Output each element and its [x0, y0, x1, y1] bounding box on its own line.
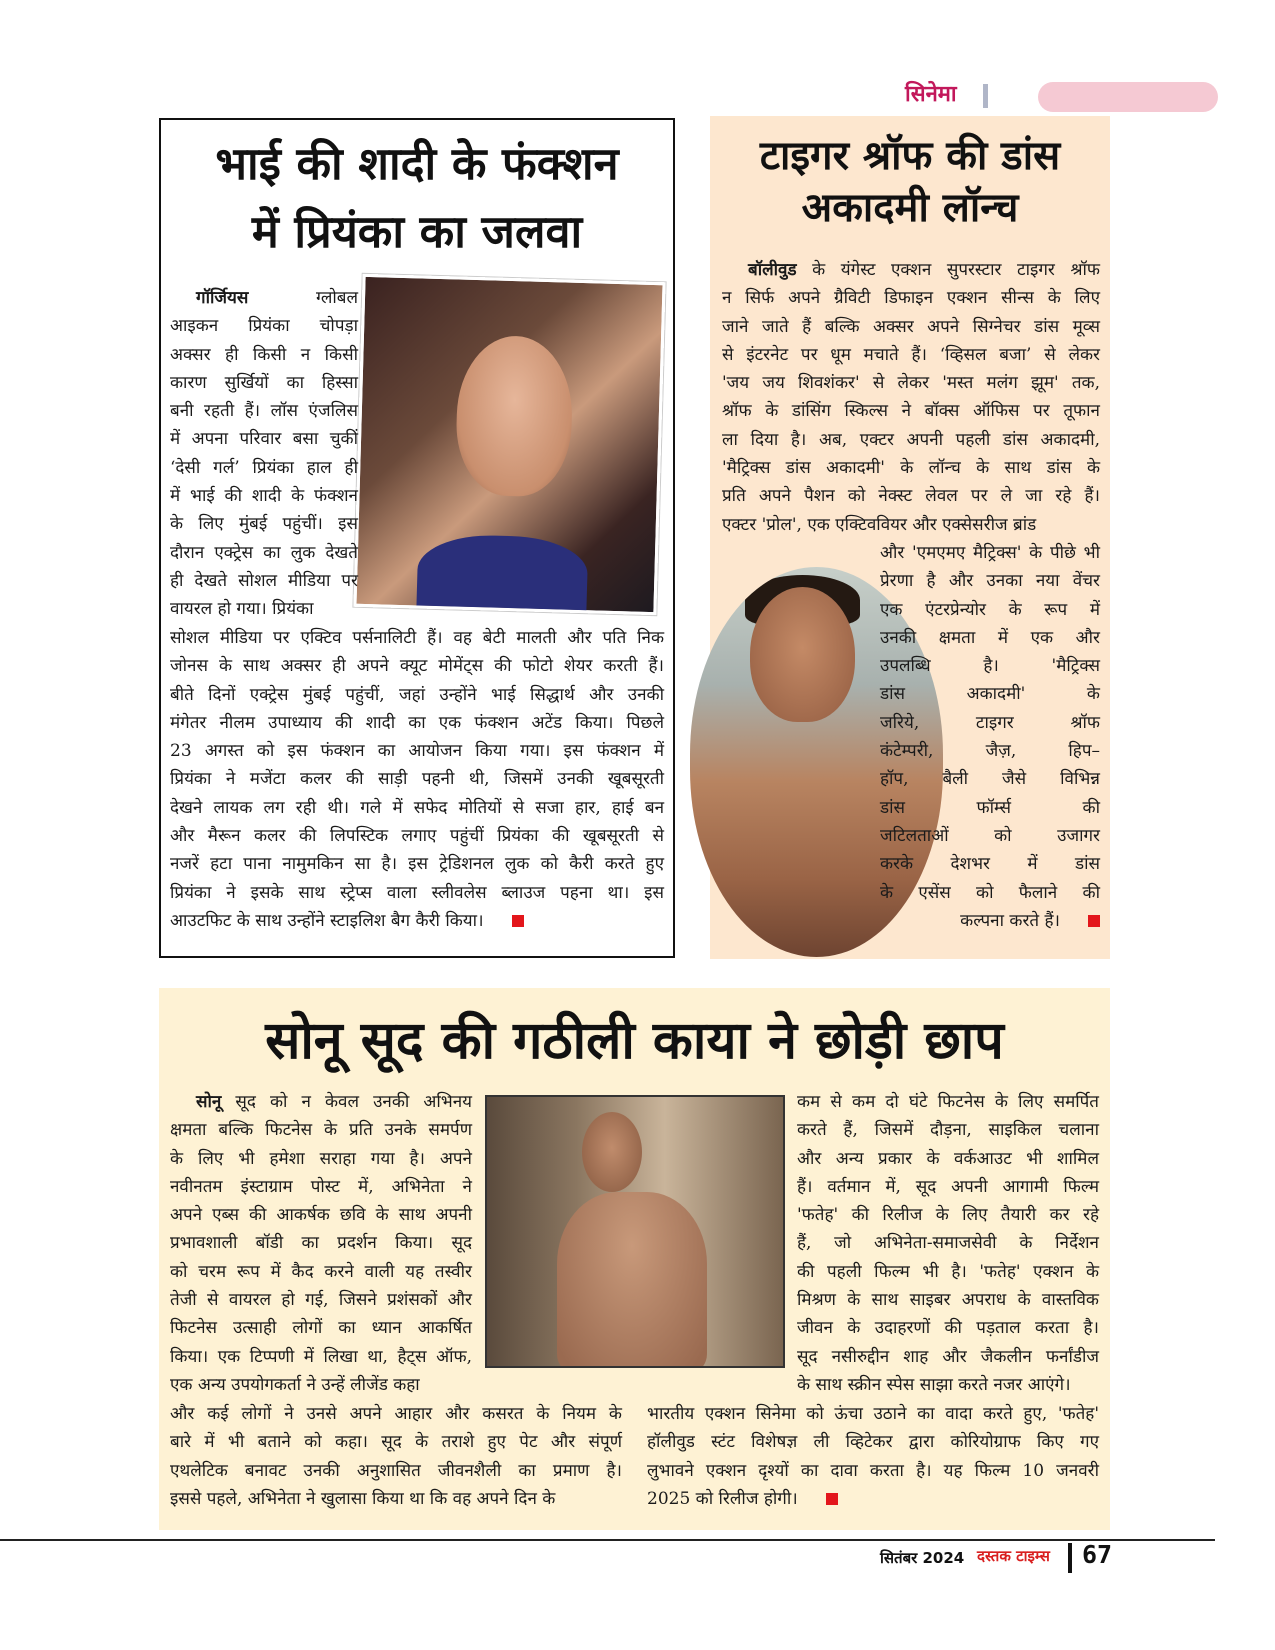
- text-line: एक्टर 'प्रोल', एक एक्टिववियर और एक्सेसरीज ब्रांड: [722, 514, 1037, 535]
- text-line: कम से कम दो घंटे फिटनेस के लिए समर्पित: [797, 1092, 1099, 1112]
- text-line: बीते दिनों एक्ट्रेस मुंबई पहुंचीं, जहां उन्होंने भाई सिद्धार्थ और उनकी: [170, 684, 664, 705]
- headline-line: में प्रियंका का जलवा: [251, 205, 583, 258]
- text-line: सोशल मीडिया पर एक्टिव पर्सनालिटी हैं। वह बेटी मालती और पति निक: [170, 628, 664, 648]
- text-line: प्रति अपने पैशन को नेक्स्ट लेवल पर ले जा रहे हैं।: [722, 486, 1100, 507]
- text-line: हॉप, बैली जैसे विभिन्न: [880, 769, 1100, 790]
- article-sonu-left-column: [170, 1088, 472, 1399]
- text-line: तेजी से वायरल हो गई, जिसने प्रशंसकों और: [170, 1290, 472, 1311]
- section-label: सिनेमा: [905, 81, 957, 107]
- text-line: के साथ स्क्रीन स्पेस साझा करते नजर आएंगे।: [797, 1374, 1071, 1395]
- text-line: अक्सर ही किसी न किसी: [170, 344, 358, 365]
- headline-line: अकादमी लॉन्च: [801, 185, 1019, 231]
- article-sonu-left-bottom: [170, 1400, 622, 1513]
- headline-line: भाई की शादी के फंक्शन: [215, 137, 619, 190]
- article-sonu-right-bottom: [647, 1400, 1099, 1513]
- text-line: ‘देसी गर्ल’ प्रियंका हाल ही: [170, 457, 358, 478]
- text-line: एक एंटरप्रेन्योर के रूप में: [880, 599, 1100, 620]
- text-line: प्रियंका ने मजेंटा कलर की साड़ी पहनी थी, जिसमें उनकी खूबसूरती: [170, 769, 664, 790]
- end-bullet: [1088, 915, 1100, 927]
- text-line: भारतीय एक्शन सिनेमा को ऊंचा उठाने का वादा करते हुए, 'फतेह': [647, 1404, 1099, 1424]
- text-line: में भाई की शादी के फंक्शन: [170, 486, 358, 507]
- text-line: गॉर्जियस ग्लोबल: [196, 288, 358, 308]
- text-line: न सिर्फ अपने ग्रैविटी डिफाइन एक्शन सीन्स के लिए: [722, 288, 1100, 309]
- text-line: हैं, जो अभिनेता-समाजसेवी के निर्देशन: [797, 1233, 1099, 1254]
- text-line: जाने जाते हैं बल्कि अक्सर अपने सिग्नेचर डांस मूव्स: [722, 316, 1100, 337]
- text-line: कारण सुर्खियों का हिस्सा: [170, 372, 358, 393]
- article-tiger-body: [722, 256, 1100, 539]
- article-tiger-wrap: [880, 539, 1100, 935]
- text-line: लुभावने एक्शन दृश्यों का दावा करता है। यह फिल्म 10 जनवरी: [647, 1460, 1099, 1481]
- text-line: हॉलीवुड स्टंट विशेषज्ञ ली व्हिटेकर द्वारा कोरियोग्राफ किए गए: [647, 1432, 1099, 1453]
- article-sonu-right-column: [797, 1088, 1099, 1399]
- text-line: और अन्य प्रकार के वर्कआउट भी शामिल: [797, 1148, 1099, 1169]
- text-line: करते हैं, जिसमें दौड़ना, साइकिल चलाना: [797, 1120, 1099, 1141]
- page-number: 67: [1082, 1540, 1113, 1569]
- text-line: अपने एब्स की आकर्षक छवि के साथ अपनी: [170, 1205, 472, 1226]
- text-line: आइकन प्रियंका चोपड़ा: [170, 316, 358, 337]
- text-line: श्रॉफ के डांसिंग स्किल्स ने बॉक्स ऑफिस पर तूफान: [722, 401, 1100, 422]
- priyanka-photo: [353, 274, 665, 615]
- text-line: की पहली फिल्म भी है। 'फतेह' एक्शन के: [797, 1261, 1099, 1282]
- text-line: मंगेतर नीलम उपाध्याय की शादी का एक फंक्शन अटेंड किया। पिछले: [170, 712, 664, 733]
- text-line: नवीनतम इंस्टाग्राम पोस्ट में, अभिनेता ने: [170, 1176, 472, 1197]
- text-line: उपलब्धि है। 'मैट्रिक्स: [880, 656, 1100, 677]
- text-line: डांस फॉर्म्स की: [880, 797, 1100, 818]
- text-line: करके देशभर में डांस: [880, 854, 1100, 875]
- text-line: बारे में भी बताने को कहा। सूद के तराशे हुए पेट और संपूर्ण: [170, 1432, 622, 1453]
- article-priyanka-body: [170, 624, 664, 935]
- text-line: एथलेटिक बनावट उनकी अनुशासित जीवनशैली का प्रमाण है।: [170, 1460, 622, 1481]
- text-line: वायरल हो गया। प्रियंका: [170, 599, 314, 620]
- text-line: और कई लोगों ने उनसे अपने आहार और कसरत के नियम के: [170, 1404, 622, 1424]
- text-line: किया। एक टिप्पणी में लिखा था, हैट्स ऑफ,: [170, 1346, 472, 1367]
- text-line: से इंटरनेट पर धूम मचाते हैं। ‘व्हिसल बजा’ से लेकर: [722, 344, 1100, 365]
- footer-brand-logo: दस्तक टाइम्स: [977, 1547, 1050, 1565]
- end-bullet: [826, 1493, 838, 1505]
- article-sonu-headline: सोनू सूद की गठीली काया ने छोड़ी छाप: [265, 1011, 1004, 1071]
- text-line: को चरम रूप में कैद करने वाली यह तस्वीर: [170, 1261, 472, 1282]
- text-line: 'मैट्रिक्स डांस अकादमी' के लॉन्च के साथ डांस के: [722, 458, 1100, 479]
- text-line: 2025 को रिलीज होगी।: [647, 1485, 1099, 1513]
- text-line: उनकी क्षमता में एक और: [880, 627, 1100, 648]
- text-line: जीवन के उदाहरणों की पड़ताल करता है।: [797, 1318, 1099, 1339]
- lead-word: बॉलीवुड: [748, 260, 797, 280]
- text-line: प्रेरणा है और उनका नया वेंचर: [880, 571, 1100, 592]
- text-line: बनी रहती हैं। लॉस एंजलिस: [170, 401, 358, 422]
- text-line: के लिए भी हमेशा सराहा गया है। अपने: [170, 1148, 472, 1169]
- text-line: कंटेम्परी, जैज़, हिप–: [880, 741, 1100, 762]
- end-bullet: [512, 915, 524, 927]
- text-line: में अपना परिवार बसा चुकीं: [170, 429, 358, 450]
- text-line: प्रियंका ने इसके साथ स्ट्रेप्स वाला स्लीवलेस ब्लाउज पहना था। इस: [170, 882, 664, 903]
- text-line: ही देखते सोशल मीडिया पर: [170, 570, 358, 591]
- text-line: कल्पना करते हैं।: [880, 907, 1100, 935]
- article-tiger-headline: [710, 130, 1110, 234]
- text-line: देखने लायक लग रही थी। गले में सफेद मोतियों से सजा हार, हाई बन: [170, 797, 664, 818]
- article-priyanka-headline: [161, 130, 673, 266]
- section-decoration: [1038, 82, 1218, 112]
- text-line: और 'एमएमए मैट्रिक्स' के पीछे भी: [880, 543, 1100, 563]
- footer-rule: [0, 1539, 1215, 1541]
- text-line: प्रभावशाली बॉडी का प्रदर्शन किया। सूद: [170, 1233, 472, 1254]
- text-line: दौरान एक्ट्रेस का लुक देखते: [170, 542, 358, 563]
- lead-word: गॉर्जियस: [196, 288, 249, 308]
- text-line: हैं। वर्तमान में, सूद अपनी आगामी फिल्म: [797, 1176, 1099, 1197]
- text-line: डांस अकादमी' के: [880, 684, 1100, 705]
- text-line: एक अन्य उपयोगकर्ता ने उन्हें लीजेंड कहा: [170, 1374, 420, 1395]
- text-line: बॉलीवुड के यंगेस्ट एक्शन सुपरस्टार टाइगर श्रॉफ: [748, 260, 1100, 280]
- headline-line: टाइगर श्रॉफ की डांस: [759, 133, 1061, 179]
- text-line: 'फतेह' की रिलीज के लिए तैयारी कर रहे: [797, 1205, 1099, 1226]
- text-line: जोनस के साथ अक्सर ही अपने क्यूट मोमेंट्स की फोटो शेयर करती हैं।: [170, 656, 664, 677]
- text-line: सूद नसीरुद्दीन शाह और जैकलीन फर्नांडीज: [797, 1346, 1099, 1367]
- text-line: और मैरून कलर की लिपस्टिक लगाए पहुंचीं प्रियंका की खूबसूरती से: [170, 826, 664, 847]
- text-line: मिश्रण के साथ साइबर अपराध के वास्तविक: [797, 1290, 1099, 1311]
- text-line: 23 अगस्त को इस फंक्शन का आयोजन किया गया। इस फंक्शन में: [170, 741, 664, 762]
- text-line: के एसेंस को फैलाने की: [880, 882, 1100, 903]
- section-divider: [983, 84, 988, 108]
- text-line: नजरें हटा पाना नामुमकिन सा है। इस ट्रेडिशनल लुक को कैरी करते हुए: [170, 854, 664, 875]
- footer-date: सितंबर 2024: [880, 1549, 965, 1567]
- text-line: जटिलताओं को उजागर: [880, 825, 1100, 846]
- sonu-photo: [485, 1095, 785, 1368]
- text-line: ला दिया है। अब, एक्टर अपनी पहली डांस अकादमी,: [722, 429, 1100, 450]
- article-priyanka-column: [170, 284, 358, 624]
- text-line: 'जय जय शिवशंकर' से लेकर 'मस्त मलंग झूम' तक,: [722, 373, 1100, 394]
- text-line: के लिए मुंबई पहुंचीं। इस: [170, 514, 358, 535]
- footer-separator: [1068, 1543, 1072, 1573]
- text-line: आउटफिट के साथ उन्होंने स्टाइलिश बैग कैरी किया।: [170, 907, 664, 935]
- text-line: इससे पहले, अभिनेता ने खुलासा किया था कि वह अपने दिन के: [170, 1488, 556, 1509]
- text-line: फिटनेस उत्साही लोगों का ध्यान आकर्षित: [170, 1318, 472, 1339]
- text-line: क्षमता बल्कि फिटनेस के प्रति उनके समर्पण: [170, 1120, 472, 1141]
- lead-word: सोनू: [196, 1092, 222, 1112]
- text-line: जरिये, टाइगर श्रॉफ: [880, 712, 1100, 733]
- text-line: सोनू सूद को न केवल उनकी अभिनय: [196, 1092, 472, 1112]
